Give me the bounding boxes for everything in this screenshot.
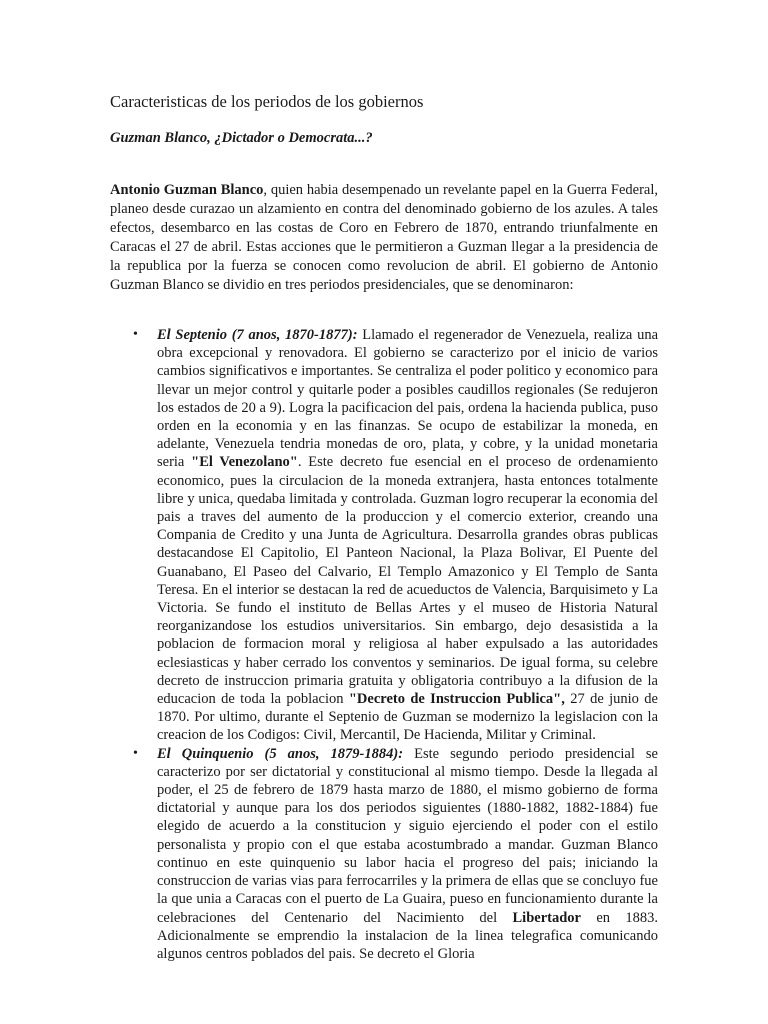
document-title: Caracteristicas de los periodos de los gobiernos [110, 92, 424, 111]
list-item-septenio [133, 326, 659, 745]
list-item-quinquenio [133, 745, 659, 963]
intro-name: Antonio Guzman Blanco [110, 182, 264, 198]
intro-paragraph [110, 181, 658, 294]
item-text: Llamado el regenerador de Venezuela, realiza una obra excepcional y renovadora. El gobierno se caracterizo por el inicio de varios cambios significativos e importantes. Se centraliza el poder politico y economico para llevar un mejor control y quitarle poder a posibles caudillos regionales (Se redujeron los estados de 20 a 9). Logra la pacificacion del pais, ordena la hacienda publica, puso orden en la economia y en las finanzas. Se ocupo de estabilizar la moneda, en adelante, Venezuela tendria monedas de oro, plata, y cobre, y la unidad monetaria seria [157, 327, 659, 471]
periods-list [133, 326, 659, 963]
item-bold: Libertador [512, 909, 581, 926]
bullet-icon: • [133, 745, 138, 761]
item-text: en 1883. Adicionalmente se emprendio la instalacion de la linea telegrafica comunicando algunos centros poblados del pais. Se decreto el Gloria [157, 909, 659, 962]
item-lead: El Quinquenio (5 anos, 1879-1884): [157, 745, 404, 762]
item-bold: "El Venezolano" [191, 454, 298, 471]
item-bold: "Decreto de Instruccion Publica", [348, 691, 565, 708]
item-text: . Este decreto fue esencial en el proceso de ordenamiento economico, pues la circulacion de la moneda extranjera, hasta entonces totalmente libre y unica, quedaba limitada y controlada. Guzman logro recuperar la economia del pais a traves del aumento de la produccion y el comercio exterior, creando una Compania de Credito y una Junta de Agricultura. Desarrolla grandes obras publicas destacandose El Capitolio, El Panteon Nacional, la Plaza Bolivar, El Puente del Guanabano, El Paseo del Calvario, El Templo Amazonico y El Templo de Santa Teresa. En el interior se destacan la red de acueductos de Valencia, Barquisimeto y La Victoria. Se fundo el instituto de Bellas Artes y el museo de Historia Natural reorganizandose los estudios universitarios. Sin embargo, dejo desasistida a la poblacion de formacion moral y religiosa al haber expulsado a las autoridades eclesiasticas y haber cerrado los conventos y seminarios. De igual forma, su celebre decreto de instruccion primaria gratuita y obligatoria contribuyo a la difusion de la educacion de toda la poblacion [157, 454, 658, 708]
item-text: Este segundo periodo presidencial se caracterizo por ser dictatorial y constitucional al mismo tiempo. Desde la llegada al poder, el 25 de febrero de 1879 hasta marzo de 1880, el mismo gobierno de forma dictatorial y aunque para los dos periodos siguientes (1880-1882, 1882-1884) fue elegido de acuerdo a la constitucion y siguio ejerciendo el poder con el estilo personalista y propio con el que estaba acostumbrado a mandar. Guzman Blanco continuo en este quinquenio su labor hacia el progreso del pais; iniciando la construccion de varias vias para ferrocarriles y la primera de ellas que se concluyo fue la que unia a Caracas con el puerto de La Guaira, pueso en funcionamiento durante la celebraciones del Centenario del Nacimiento del [157, 745, 658, 926]
intro-text: , quien habia desempenado un revelante papel en la Guerra Federal, planeo desde curazao un alzamiento en contra del denominado gobierno de los azules. A tales efectos, desembarco en las costas de Coro en Febrero de 1870, entrando triunfalmente en Caracas el 27 de abril. Estas acciones que le permitieron a Guzman llegar a la presidencia de la republica por la fuerza se conocen como revolucion de abril. El gobierno de Antonio Guzman Blanco se dividio en tres periodos presidenciales, que se denominaron: [110, 182, 658, 293]
document-subtitle: Guzman Blanco, ¿Dictador o Democrata...? [110, 130, 373, 146]
item-text: 27 de junio de 1870. Por ultimo, durante el Septenio de Guzman se modernizo la legislacion con la creacion de los Codigos: Civil, Mercantil, De Hacienda, Militar y Criminal. [157, 691, 658, 744]
item-lead: El Septenio (7 anos, 1870-1877): [157, 327, 358, 343]
bullet-icon: • [133, 327, 138, 342]
